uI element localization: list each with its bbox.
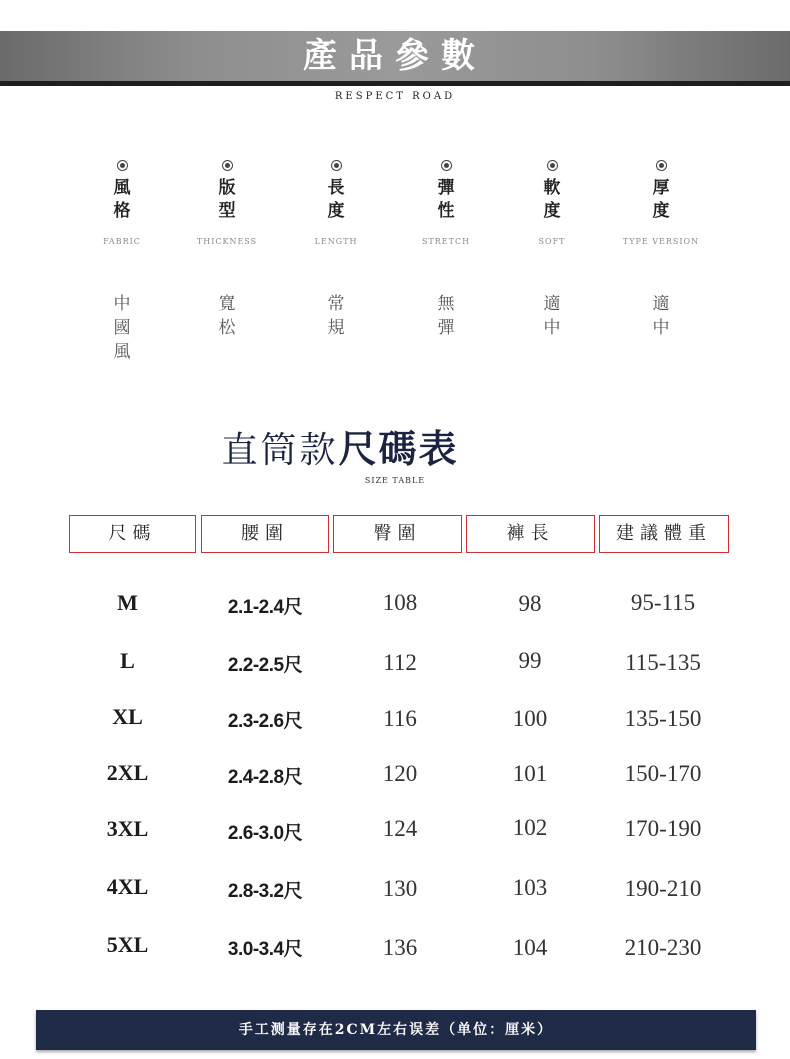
cell-weight: 190-210 bbox=[624, 876, 702, 901]
banner-title: 產品參數 bbox=[303, 36, 487, 76]
banner-subtitle: RESPECT ROAD bbox=[334, 91, 456, 102]
param-value-fit bbox=[172, 292, 282, 340]
cell-waist: 2.4-2.8尺 bbox=[227, 767, 303, 788]
param-value-char: 適 bbox=[652, 294, 670, 314]
cell-hip: 124 bbox=[382, 816, 418, 841]
param-stretch bbox=[391, 160, 501, 246]
param-thickness bbox=[606, 160, 716, 246]
param-value-char: 中 bbox=[543, 318, 561, 338]
param-value-char: 寬 bbox=[218, 294, 236, 314]
size-title-light: 直筒款 bbox=[221, 430, 339, 471]
param-english: STRETCH bbox=[421, 237, 471, 246]
param-softness bbox=[497, 160, 607, 246]
param-value-char: 風 bbox=[113, 342, 131, 362]
cell-size: 4XL bbox=[106, 874, 149, 899]
bullet-icon bbox=[331, 160, 342, 171]
param-label-char: 性 bbox=[437, 201, 455, 221]
param-value-char: 彈 bbox=[437, 318, 455, 338]
cell-length: 101 bbox=[512, 761, 548, 786]
cell-hip: 108 bbox=[382, 590, 418, 615]
cell-size: 5XL bbox=[106, 932, 149, 957]
param-value-thickness bbox=[606, 292, 716, 340]
cell-length: 99 bbox=[518, 648, 542, 673]
cell-hip: 136 bbox=[382, 935, 418, 960]
param-label-char: 長 bbox=[327, 178, 345, 198]
param-english: TYPE VERSION bbox=[622, 237, 700, 246]
param-value-stretch bbox=[391, 292, 501, 340]
cell-hip: 116 bbox=[383, 706, 417, 731]
cell-hip: 120 bbox=[382, 761, 418, 786]
param-english: SOFT bbox=[538, 237, 566, 246]
param-english: THICKNESS bbox=[196, 237, 258, 246]
cell-hip: 112 bbox=[383, 650, 417, 675]
cell-hip: 130 bbox=[382, 876, 418, 901]
bullet-icon bbox=[222, 160, 233, 171]
param-label-char: 風 bbox=[113, 178, 131, 198]
cell-length: 102 bbox=[512, 815, 548, 840]
param-label-char: 彈 bbox=[437, 178, 455, 198]
param-fit bbox=[172, 160, 282, 246]
cell-size: 2XL bbox=[106, 760, 149, 785]
size-table-title bbox=[0, 418, 680, 473]
cell-weight: 95-115 bbox=[630, 590, 696, 615]
header-waist: 腰圍 bbox=[201, 515, 329, 553]
param-label-char: 度 bbox=[652, 201, 670, 221]
cell-length: 104 bbox=[512, 935, 548, 960]
param-english: LENGTH bbox=[314, 237, 358, 246]
cell-waist: 2.3-2.6尺 bbox=[227, 711, 303, 732]
cell-length: 98 bbox=[518, 591, 542, 616]
cell-waist: 2.6-3.0尺 bbox=[227, 823, 303, 844]
bullet-icon bbox=[441, 160, 452, 171]
header-weight: 建議體重 bbox=[599, 515, 729, 553]
param-label-char: 厚 bbox=[652, 178, 670, 198]
param-value-char: 適 bbox=[543, 294, 561, 314]
param-value-char: 規 bbox=[327, 318, 345, 338]
param-label-char: 型 bbox=[218, 201, 236, 221]
header-hip: 臀圍 bbox=[333, 515, 462, 553]
header-length: 褲長 bbox=[466, 515, 595, 553]
cell-length: 103 bbox=[512, 875, 548, 900]
param-english: FABRIC bbox=[103, 237, 141, 246]
param-value-style bbox=[67, 292, 177, 364]
cell-waist: 3.0-3.4尺 bbox=[227, 939, 303, 960]
param-value-char: 松 bbox=[218, 318, 236, 338]
cell-weight: 115-135 bbox=[625, 650, 701, 675]
cell-waist: 2.1-2.4尺 bbox=[227, 597, 303, 618]
cell-size: M bbox=[117, 590, 138, 615]
title-banner bbox=[0, 31, 790, 86]
param-style bbox=[67, 160, 177, 246]
size-table-subtitle: SIZE TABLE bbox=[364, 476, 426, 485]
cell-weight: 210-230 bbox=[624, 935, 702, 960]
param-label-char: 軟 bbox=[543, 178, 561, 198]
cell-weight: 150-170 bbox=[624, 761, 702, 786]
param-length bbox=[281, 160, 391, 246]
param-label-char: 格 bbox=[113, 201, 131, 221]
cell-size: 3XL bbox=[106, 816, 149, 841]
cell-waist: 2.8-3.2尺 bbox=[227, 881, 303, 902]
bullet-icon bbox=[547, 160, 558, 171]
cell-weight: 135-150 bbox=[624, 706, 702, 731]
param-value-char: 國 bbox=[113, 318, 131, 338]
cell-length: 100 bbox=[512, 706, 548, 731]
header-size: 尺碼 bbox=[69, 515, 196, 553]
bullet-icon bbox=[117, 160, 128, 171]
cell-size: L bbox=[120, 648, 135, 673]
measurement-note: 手工测量存在2CM左右误差（单位：厘米） bbox=[36, 1010, 756, 1050]
param-value-char: 中 bbox=[113, 294, 131, 314]
param-value-softness bbox=[497, 292, 607, 340]
param-label-char: 版 bbox=[218, 178, 236, 198]
bullet-icon bbox=[656, 160, 667, 171]
param-value-length bbox=[281, 292, 391, 340]
param-value-char: 無 bbox=[437, 294, 455, 314]
param-label-char: 度 bbox=[327, 201, 345, 221]
cell-weight: 170-190 bbox=[624, 816, 702, 841]
cell-waist: 2.2-2.5尺 bbox=[227, 655, 303, 676]
cell-size: XL bbox=[112, 704, 143, 729]
param-value-char: 中 bbox=[652, 318, 670, 338]
param-label-char: 度 bbox=[543, 201, 561, 221]
param-value-char: 常 bbox=[327, 294, 345, 314]
size-title-bold: 尺碼表 bbox=[338, 426, 459, 471]
